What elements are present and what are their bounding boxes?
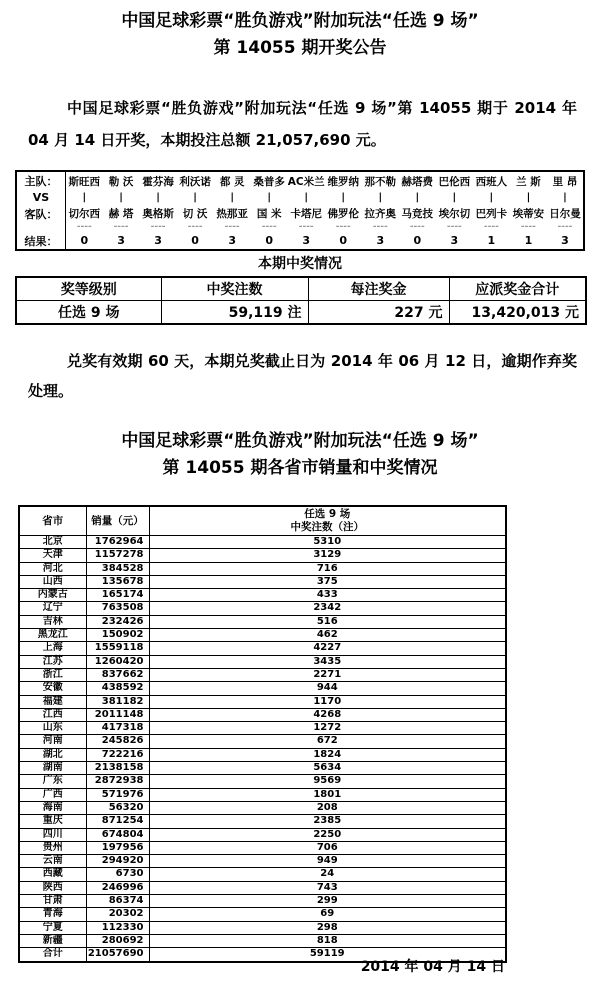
- province-winning-bets: 3435: [149, 655, 506, 668]
- sales-column-header: 销量（元）: [86, 506, 149, 536]
- province-name: 黑龙江: [19, 629, 86, 642]
- match-home-team: 都 灵: [219, 175, 245, 188]
- province-name: 甘肃: [19, 895, 86, 908]
- province-row: [19, 642, 506, 655]
- prize-table-title: 本期中奖情况: [258, 256, 342, 272]
- province-winning-bets: 1272: [149, 722, 506, 735]
- province-name: 西藏: [19, 868, 86, 881]
- winning-column-header-line1: 任选 9 场: [304, 508, 351, 520]
- province-column-header: 省市: [19, 506, 86, 536]
- province-table-header-row: [19, 506, 506, 536]
- match-separator: ----: [298, 222, 314, 232]
- match-result: 1: [487, 234, 496, 247]
- match-home-team: 斯旺西: [68, 175, 101, 188]
- match-result: 3: [450, 234, 459, 247]
- page-title-line2: 第 14055 期开奖公告: [213, 38, 387, 58]
- province-sales: 384528: [86, 562, 149, 575]
- match-vs-mark: |: [267, 192, 271, 203]
- match-vs-mark: |: [526, 192, 531, 203]
- province-name: 河南: [19, 735, 86, 748]
- province-winning-bets: 2250: [149, 828, 506, 841]
- prize-column-header: 中奖注数: [161, 277, 308, 301]
- province-winning-bets: 706: [149, 841, 506, 854]
- province-winning-bets: 375: [149, 575, 506, 588]
- province-name: 上海: [19, 642, 86, 655]
- match-row-label: [16, 222, 66, 232]
- match-separator: ----: [150, 222, 166, 232]
- province-winning-bets: 1170: [149, 695, 506, 708]
- province-sales: 2872938: [86, 775, 149, 788]
- province-sales: 2011148: [86, 708, 149, 721]
- match-away-team: 卡塔尼: [290, 208, 322, 220]
- winning-bets: 59,119 注: [161, 301, 308, 325]
- province-name: 广东: [19, 775, 86, 788]
- province-section-title-line2: 第 14055 期各省市销量和中奖情况: [162, 458, 438, 478]
- province-name: 安徽: [19, 682, 86, 695]
- match-home-team: 兰 斯: [516, 175, 541, 188]
- match-separator: ----: [446, 222, 462, 232]
- match-table-row: [16, 190, 584, 205]
- province-name: 江西: [19, 708, 86, 721]
- province-row: [19, 575, 506, 588]
- match-separator: ----: [409, 222, 425, 232]
- province-winning-bets: 743: [149, 881, 506, 894]
- match-vs-mark: |: [452, 192, 457, 203]
- match-vs-mark: |: [230, 192, 234, 203]
- prize-column-header: 奖等级别: [16, 277, 161, 301]
- province-sales: 165174: [86, 589, 149, 602]
- province-winning-bets: 2342: [149, 602, 506, 615]
- match-vs-mark: |: [378, 192, 383, 203]
- match-vs-mark: |: [82, 192, 87, 203]
- prize-per-bet: 227 元: [308, 301, 449, 325]
- province-row: [19, 668, 506, 681]
- province-sales: 763508: [86, 602, 149, 615]
- match-result: 1: [524, 234, 533, 247]
- province-row: [19, 549, 506, 562]
- province-name: 内蒙古: [19, 589, 86, 602]
- match-results-table: [15, 170, 585, 251]
- match-home-team: 勒 沃: [108, 175, 134, 188]
- province-row: [19, 589, 506, 602]
- province-winning-bets: 9569: [149, 775, 506, 788]
- match-home-team: 霍芬海: [142, 175, 174, 188]
- match-away-team: 热那亚: [216, 208, 248, 220]
- province-sales: 197956: [86, 841, 149, 854]
- province-row: [19, 801, 506, 814]
- match-home-team: 西班人: [475, 175, 508, 188]
- province-name: 山东: [19, 722, 86, 735]
- province-sales: 56320: [86, 801, 149, 814]
- province-winning-bets: 3129: [149, 549, 506, 562]
- match-result: 3: [302, 234, 311, 247]
- province-name: 辽宁: [19, 602, 86, 615]
- province-sales: 135678: [86, 575, 149, 588]
- match-vs-mark: |: [341, 192, 346, 203]
- match-away-team: 马竞技: [401, 208, 434, 220]
- province-name: 重庆: [19, 815, 86, 828]
- prize-column-header: 每注奖金: [308, 277, 449, 301]
- province-sales: 1559118: [86, 642, 149, 655]
- province-row: [19, 881, 506, 894]
- match-result: 3: [117, 234, 125, 247]
- province-sales: 20302: [86, 908, 149, 921]
- match-result: 0: [339, 234, 348, 247]
- match-separator: ----: [76, 222, 92, 232]
- match-separator: ----: [261, 222, 277, 232]
- province-winning-bets: 433: [149, 589, 506, 602]
- province-name: 吉林: [19, 615, 86, 628]
- province-name: 天津: [19, 549, 86, 562]
- province-sales: 837662: [86, 668, 149, 681]
- province-name: 广西: [19, 788, 86, 801]
- match-separator: ----: [557, 222, 573, 232]
- match-away-team: 切尔西: [68, 208, 101, 220]
- match-away-team: 奥格斯: [142, 208, 174, 220]
- province-sales: 86374: [86, 895, 149, 908]
- province-sales: 245826: [86, 735, 149, 748]
- match-home-team: 巴伦西: [438, 175, 471, 188]
- province-winning-bets: 818: [149, 934, 506, 947]
- province-name: 陕西: [19, 881, 86, 894]
- province-winning-bets: 4268: [149, 708, 506, 721]
- province-name: 合计: [19, 948, 86, 962]
- province-winning-bets: 516: [149, 615, 506, 628]
- province-sales: 2138158: [86, 762, 149, 775]
- match-row-label: 结果：: [16, 232, 66, 250]
- match-separator: ----: [372, 222, 388, 232]
- match-result: 3: [228, 234, 236, 247]
- province-name: 湖南: [19, 762, 86, 775]
- match-away-team: 埃蒂安: [512, 208, 545, 220]
- province-winning-bets: 5634: [149, 762, 506, 775]
- intro-paragraph: 中国足球彩票“胜负游戏”附加玩法“任选 9 场”第 14055 期于 2014 年 04 月 14 日开奖，本期投注总额 21,057,690 元。: [28, 99, 577, 149]
- match-away-team: 赫 塔: [108, 208, 134, 220]
- match-table-row: [16, 205, 584, 222]
- province-row: [19, 828, 506, 841]
- province-row: [19, 708, 506, 721]
- match-home-team: 里 昂: [552, 175, 578, 188]
- province-name: 四川: [19, 828, 86, 841]
- province-row: [19, 815, 506, 828]
- match-vs-mark: |: [563, 192, 567, 203]
- province-sales: 438592: [86, 682, 149, 695]
- province-row: [19, 629, 506, 642]
- province-name: 福建: [19, 695, 86, 708]
- province-winning-bets: 944: [149, 682, 506, 695]
- province-winning-bets: 24: [149, 868, 506, 881]
- province-name: 江苏: [19, 655, 86, 668]
- province-row: [19, 908, 506, 921]
- match-separator: ----: [113, 222, 129, 232]
- page-title: [0, 8, 600, 62]
- province-winning-bets: 69: [149, 908, 506, 921]
- province-row: [19, 695, 506, 708]
- match-result: 0: [413, 234, 422, 247]
- province-sales: 232426: [86, 615, 149, 628]
- match-vs-mark: |: [193, 192, 197, 203]
- province-winning-bets: 949: [149, 855, 506, 868]
- province-name: 湖北: [19, 748, 86, 761]
- match-home-team: AC米兰: [287, 175, 325, 188]
- province-sales: 571976: [86, 788, 149, 801]
- match-table-row: [16, 232, 584, 250]
- province-row: [19, 775, 506, 788]
- province-name: 宁夏: [19, 921, 86, 934]
- province-row: [19, 722, 506, 735]
- province-row: [19, 934, 506, 947]
- match-separator: ----: [187, 222, 203, 232]
- match-separator: ----: [224, 222, 240, 232]
- match-vs-mark: |: [156, 192, 160, 203]
- province-sales-table: [18, 505, 507, 963]
- match-row-label: 客队：: [16, 205, 66, 222]
- match-home-team: 那不勒: [364, 175, 397, 188]
- province-sales: 294920: [86, 855, 149, 868]
- province-name: 贵州: [19, 841, 86, 854]
- province-sales: 1157278: [86, 549, 149, 562]
- province-sales: 112330: [86, 921, 149, 934]
- announcement-date: 2014 年 04 月 14 日: [360, 959, 505, 975]
- province-winning-bets: 208: [149, 801, 506, 814]
- province-name: 山西: [19, 575, 86, 588]
- province-row: [19, 735, 506, 748]
- province-sales: 722216: [86, 748, 149, 761]
- match-separator: ----: [335, 222, 351, 232]
- province-sales: 21057690: [86, 948, 149, 962]
- match-row-label: VS: [16, 190, 66, 205]
- province-row: [19, 895, 506, 908]
- match-home-team: 桑普多: [253, 175, 285, 188]
- match-table-row: [16, 171, 584, 190]
- winning-column-header: [149, 506, 506, 536]
- match-result: 3: [376, 234, 385, 247]
- prize-header-row: [16, 277, 586, 301]
- match-result: 3: [154, 234, 162, 247]
- province-sales: 871254: [86, 815, 149, 828]
- province-row: [19, 562, 506, 575]
- page-title-line1: 中国足球彩票“胜负游戏”附加玩法“任选 9 场”: [121, 11, 479, 31]
- match-result: 0: [265, 234, 273, 247]
- province-sales: 381182: [86, 695, 149, 708]
- province-winning-bets: 4227: [149, 642, 506, 655]
- province-winning-bets: 299: [149, 895, 506, 908]
- province-name: 浙江: [19, 668, 86, 681]
- match-result: 0: [191, 234, 199, 247]
- province-winning-bets: 672: [149, 735, 506, 748]
- province-row: [19, 682, 506, 695]
- province-winning-bets: 59119: [149, 948, 506, 962]
- prize-column-header: 应派奖金合计: [449, 277, 586, 301]
- province-winning-bets: 298: [149, 921, 506, 934]
- match-vs-mark: |: [304, 192, 309, 203]
- province-row: [19, 655, 506, 668]
- province-section-title-line1: 中国足球彩票“胜负游戏”附加玩法“任选 9 场”: [121, 431, 479, 451]
- match-result: 3: [561, 234, 569, 247]
- match-vs-mark: |: [489, 192, 494, 203]
- match-home-team: 维罗纳: [327, 175, 359, 188]
- match-vs-mark: |: [119, 192, 123, 203]
- province-name: 青海: [19, 908, 86, 921]
- province-name: 河北: [19, 562, 86, 575]
- province-winning-bets: 462: [149, 629, 506, 642]
- match-home-team: 利沃诺: [179, 175, 211, 188]
- total-prize: 13,420,013 元: [449, 301, 586, 325]
- match-row-label: 主队：: [16, 171, 66, 190]
- match-away-team: 巴列卡: [475, 208, 508, 220]
- province-sales: 280692: [86, 934, 149, 947]
- province-name: 新疆: [19, 934, 86, 947]
- province-section-title: [0, 428, 600, 482]
- match-away-team: 日尔曼: [549, 208, 581, 220]
- province-row: [19, 868, 506, 881]
- province-sales: 417318: [86, 722, 149, 735]
- province-row: [19, 748, 506, 761]
- province-row: [19, 788, 506, 801]
- winning-column-header-line2: 中奖注数（注）: [290, 521, 364, 533]
- match-away-team: 佛罗伦: [327, 208, 359, 220]
- match-separator: ----: [520, 222, 536, 232]
- province-winning-bets: 716: [149, 562, 506, 575]
- province-winning-bets: 2271: [149, 668, 506, 681]
- match-result: 0: [80, 234, 89, 247]
- province-winning-bets: 5310: [149, 536, 506, 549]
- match-table-row: [16, 222, 584, 232]
- province-sales: 674804: [86, 828, 149, 841]
- province-sales: 6730: [86, 868, 149, 881]
- match-away-team: 切 沃: [182, 208, 208, 220]
- prize-data-row: [16, 301, 586, 325]
- province-sales: 1762964: [86, 536, 149, 549]
- province-winning-bets: 2385: [149, 815, 506, 828]
- match-away-team: 拉齐奥: [364, 208, 397, 220]
- province-sales: 246996: [86, 881, 149, 894]
- prize-level: 任选 9 场: [16, 301, 161, 325]
- province-row: [19, 921, 506, 934]
- province-row: [19, 762, 506, 775]
- province-row: [19, 536, 506, 549]
- province-sales: 150902: [86, 629, 149, 642]
- match-away-team: 埃尔切: [438, 208, 471, 220]
- province-name: 海南: [19, 801, 86, 814]
- province-winning-bets: 1824: [149, 748, 506, 761]
- match-separator: ----: [483, 222, 499, 232]
- match-home-team: 赫塔费: [401, 175, 434, 188]
- redeem-paragraph: 兑奖有效期 60 天，本期兑奖截止日为 2014 年 06 月 12 日，逾期作弃奖处理。: [28, 352, 577, 400]
- match-vs-mark: |: [415, 192, 420, 203]
- prize-summary-table: [15, 276, 587, 325]
- province-row: [19, 841, 506, 854]
- province-name: 北京: [19, 536, 86, 549]
- province-name: 云南: [19, 855, 86, 868]
- province-sales: 1260420: [86, 655, 149, 668]
- province-row: [19, 615, 506, 628]
- match-away-team: 国 米: [256, 208, 282, 220]
- province-winning-bets: 1801: [149, 788, 506, 801]
- province-row: [19, 855, 506, 868]
- province-row: [19, 602, 506, 615]
